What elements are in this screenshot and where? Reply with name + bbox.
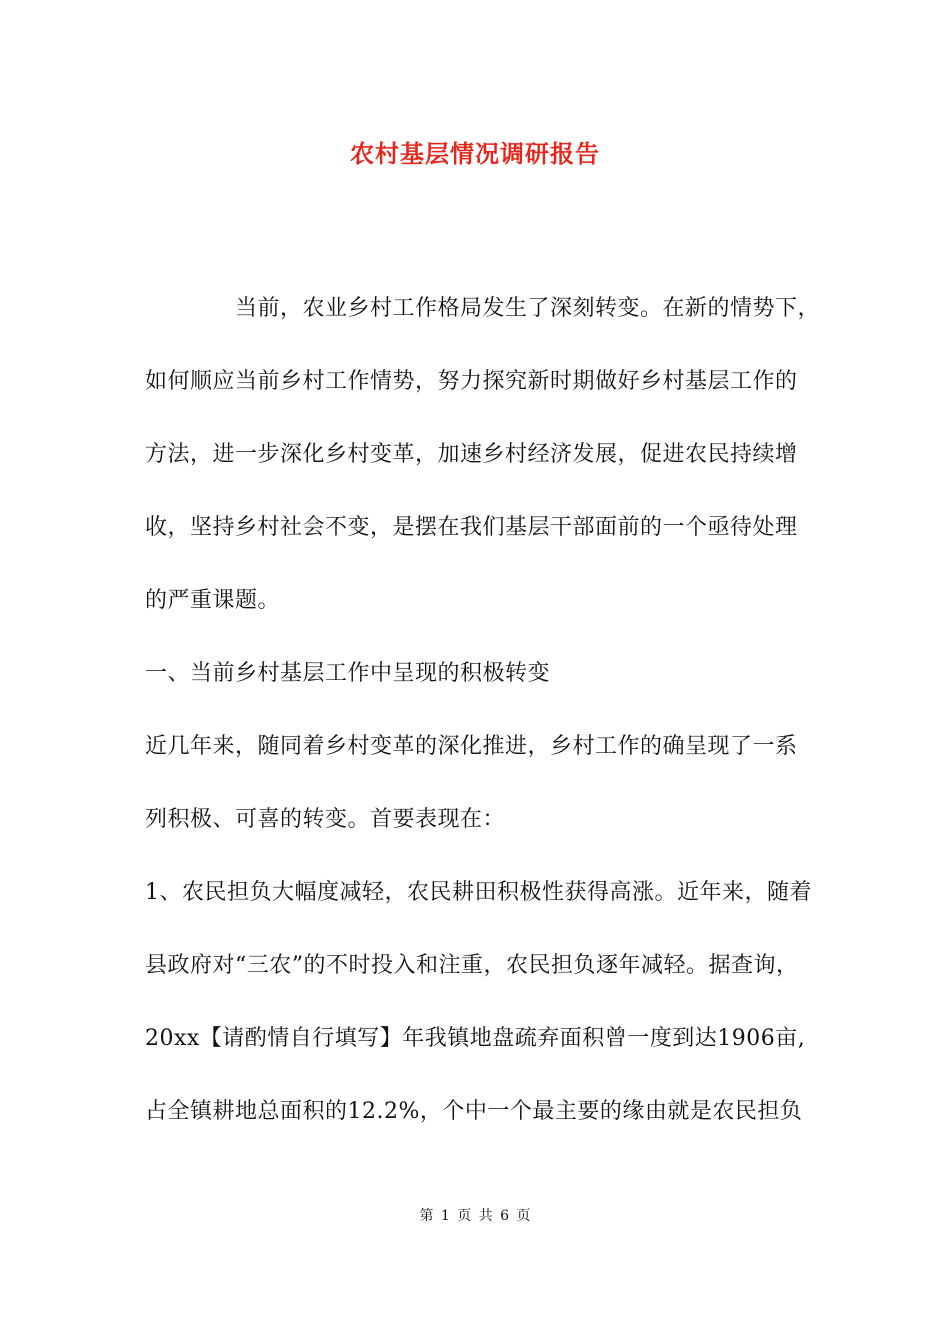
paragraph-line: 近几年来，随同着乡村变革的深化推进，乡村工作的确呈现了一系 [145,734,798,759]
document-title: 农村基层情况调研报告 [350,139,600,168]
document-body [145,272,821,1148]
paragraph-line: 的严重课题。 [145,588,281,613]
paragraph-line: 方法，进一步深化乡村变革，加速乡村经济发展，促进农民持续增 [145,442,798,467]
paragraph-line: 20xx【请酌情自行填写】年我镇地盘疏弃面积曾一度到达1906亩, [145,1026,806,1051]
section-heading: 一、当前乡村基层工作中呈现的积极转变 [145,661,551,686]
page-footer: 第 1 页 共 6 页 [419,1208,531,1224]
paragraph-line: 收，坚持乡村社会不变，是摆在我们基层干部面前的一个亟待处理 [145,515,798,540]
paragraph-line: 列积极、可喜的转变。首要表现在： [145,807,506,832]
paragraph-line: 县政府对“三农”的不时投入和注重，农民担负逐年减轻。据查询， [145,953,799,978]
paragraph-line: 占全镇耕地总面积的12.2%，个中一个最主要的缘由就是农民担负 [145,1099,803,1124]
paragraph-line: 如何顺应当前乡村工作情势，努力探究新时期做好乡村基层工作的 [145,369,798,394]
paragraph-line: 1、农民担负大幅度减轻，农民耕田积极性获得高涨。近年来，随着 [145,880,812,905]
paragraph-line: 当前，农业乡村工作格局发生了深刻转变。在新的情势下， [235,296,821,321]
